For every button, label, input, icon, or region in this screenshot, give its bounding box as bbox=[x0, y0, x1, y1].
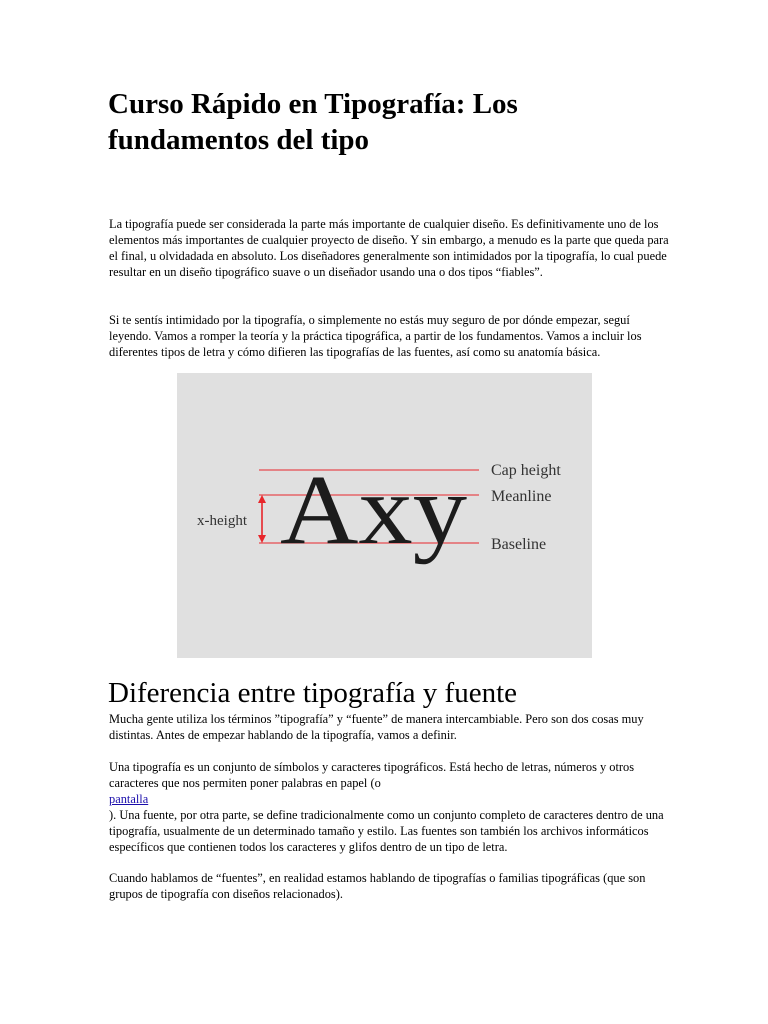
pantalla-link[interactable]: pantalla bbox=[109, 792, 149, 806]
label-cap-height: Cap height bbox=[491, 462, 561, 479]
label-meanline: Meanline bbox=[491, 488, 552, 505]
label-baseline: Baseline bbox=[491, 536, 547, 553]
section-paragraph-1: Mucha gente utiliza los términos ”tipografía” y “fuente” de manera intercambiable. Pero son dos cosas muy distintas. Antes de empezar hablando de la tipografía, vamos a definir. bbox=[109, 712, 644, 742]
intro-paragraph-1: La tipografía puede ser considerada la parte más importante de cualquier diseño. Es definitivamente uno de los elementos más importantes de cualquier proyecto de diseño. Y sin embargo, a menudo es la parte que queda para el final, u olvidadada en absoluto. Los diseñadores generalmente son intimidados por la tipografía, lo cual puede resultar en un diseño tipográfico suave o un diseñador usando una o dos tipos “fiables”. bbox=[109, 217, 669, 279]
paragraph-2-text-before-link: Una tipografía es un conjunto de símbolos y caracteres tipográficos. Está hecho de letras, números y otros caracteres que nos permiten poner palabras en papel (o bbox=[109, 760, 635, 790]
article-title: Curso Rápido en Tipografía: Los fundamentos del tipo bbox=[108, 88, 518, 156]
x-height-arrow-head-top bbox=[258, 495, 266, 503]
sample-glyphs: Axy bbox=[280, 454, 467, 565]
label-x-height: x-height bbox=[197, 513, 247, 529]
section-paragraph-3: Cuando hablamos de “fuentes”, en realidad estamos hablando de tipografías o familias tipográficas (que son grupos de tipografía con diseños relacionados). bbox=[109, 871, 646, 901]
section-paragraph-2 bbox=[109, 759, 669, 855]
typography-anatomy-figure bbox=[177, 373, 592, 658]
paragraph-2-text-after-link: ). Una fuente, por otra parte, se define tradicionalmente como un conjunto completo de caracteres dentro de una tipografía, usualmente de un determinado tamaño y estilo. Las fuentes son también los archivos informáticos específicos que contienen todos los caracteres y glifos dentro de un tipo de letra. bbox=[109, 808, 664, 854]
section-heading: Diferencia entre tipografía y fuente bbox=[108, 677, 518, 709]
x-height-arrow-head-bottom bbox=[258, 535, 266, 543]
intro-paragraph-2: Si te sentís intimidado por la tipografía, o simplemente no estás muy seguro de por dónde empezar, seguí leyendo. Vamos a romper la teoría y la práctica tipográfica, a partir de los fundamentos. Vamos a incluir los diferentes tipos de letra y cómo difieren las tipografías de las fuentes, así como su anatomía básica. bbox=[109, 313, 642, 359]
anatomy-diagram bbox=[177, 373, 592, 658]
